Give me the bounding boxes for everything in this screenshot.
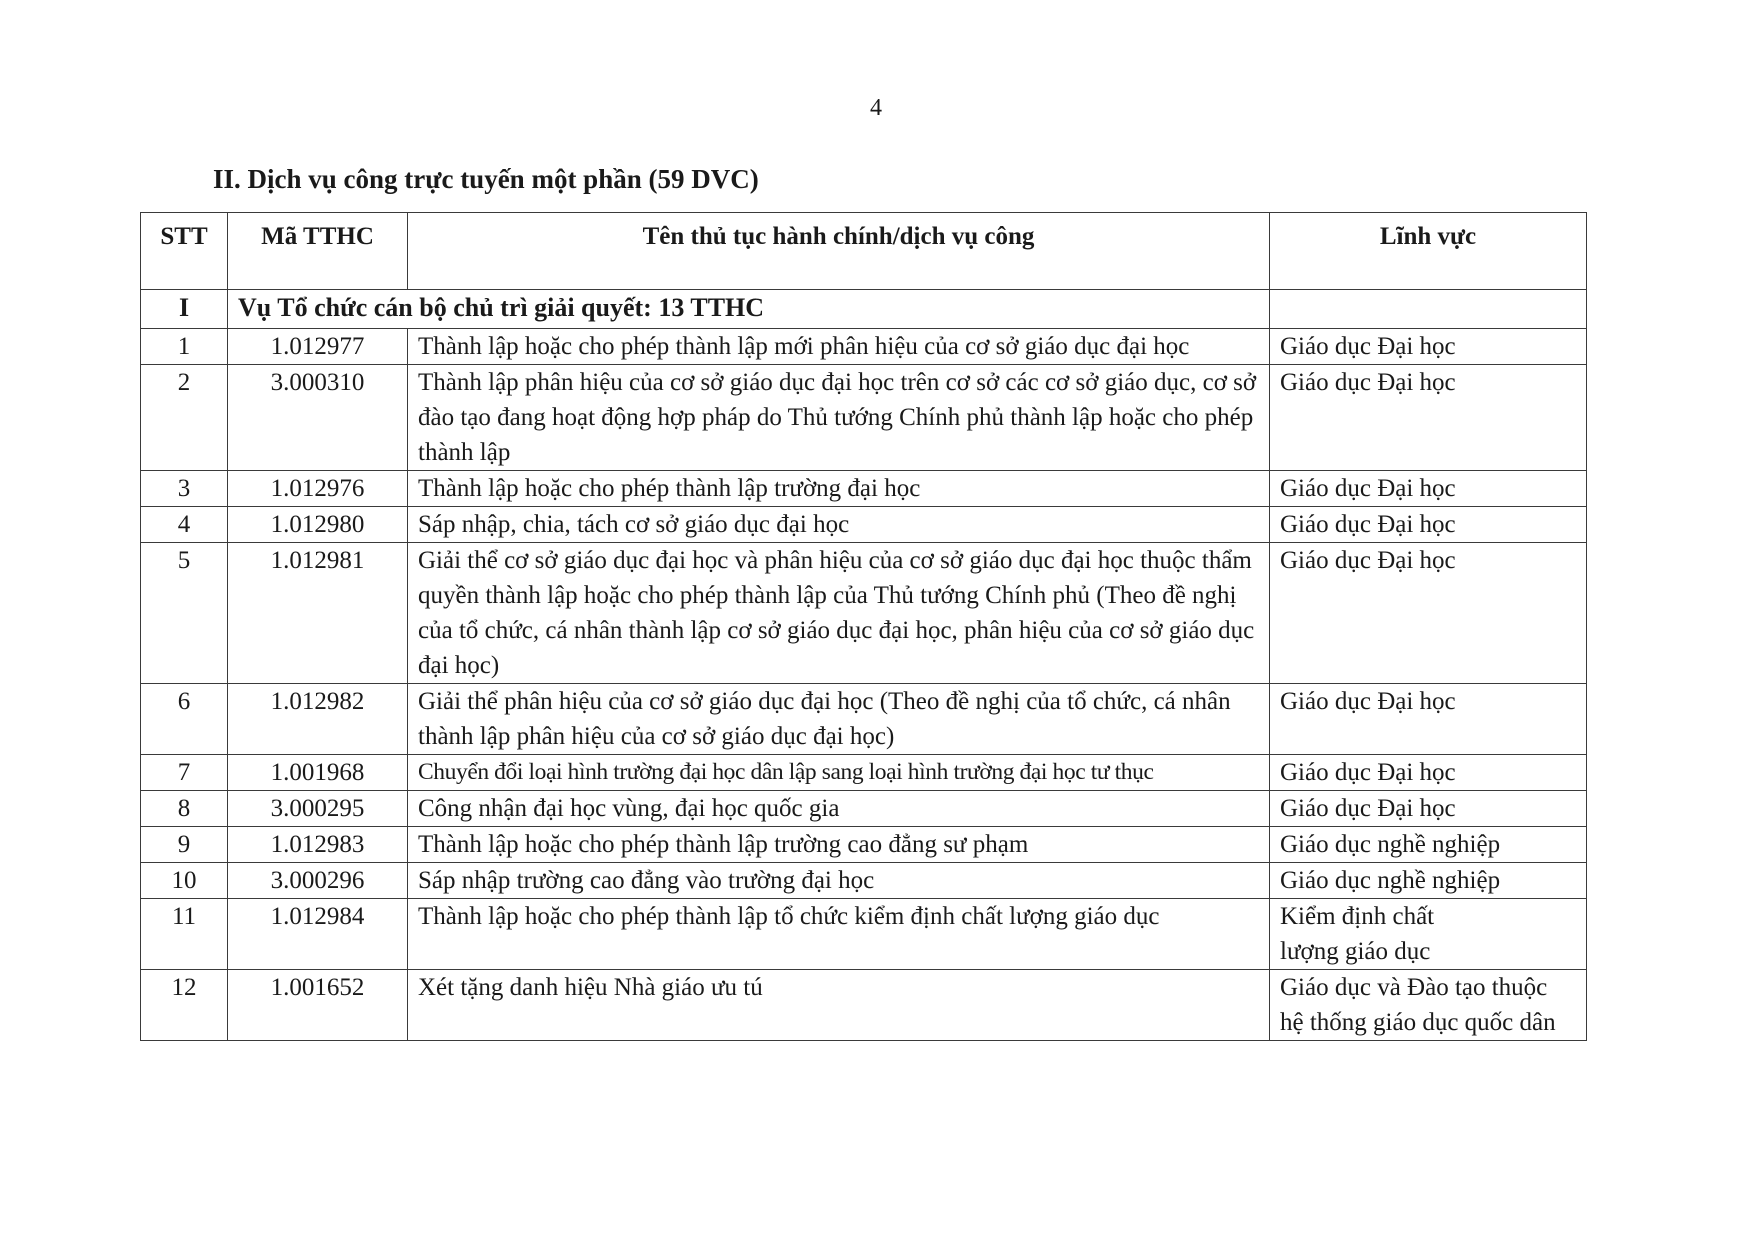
cell-field: Giáo dục nghề nghiệp: [1270, 827, 1587, 863]
header-code: Mã TTHC: [228, 213, 408, 290]
cell-name: Thành lập hoặc cho phép thành lập tổ chức kiểm định chất lượng giáo dục: [408, 899, 1270, 970]
cell-name: Sáp nhập trường cao đẳng vào trường đại học: [408, 863, 1270, 899]
group-row: [141, 290, 1587, 329]
cell-stt: 4: [141, 507, 228, 543]
cell-stt: 3: [141, 471, 228, 507]
cell-stt: 1: [141, 329, 228, 365]
procedures-table: [140, 212, 1587, 1041]
cell-field: Giáo dục Đại học: [1270, 684, 1587, 755]
cell-name: Công nhận đại học vùng, đại học quốc gia: [408, 791, 1270, 827]
cell-stt: 8: [141, 791, 228, 827]
cell-code: 1.012983: [228, 827, 408, 863]
cell-stt: 5: [141, 543, 228, 684]
cell-code: 3.000310: [228, 365, 408, 471]
table-row: [141, 329, 1587, 365]
header-stt: STT: [141, 213, 228, 290]
cell-field: Giáo dục và Đào tạo thuộc hệ thống giáo dục quốc dân: [1270, 970, 1587, 1041]
cell-name: Giải thể phân hiệu của cơ sở giáo dục đại học (Theo đề nghị của tổ chức, cá nhân thành lập phân hiệu của cơ sở giáo dục đại học): [408, 684, 1270, 755]
cell-code: 3.000295: [228, 791, 408, 827]
cell-stt: 10: [141, 863, 228, 899]
group-field-empty: [1270, 290, 1587, 329]
section-heading: II. Dịch vụ công trực tuyến một phần (59 DVC): [213, 164, 759, 194]
cell-stt: 11: [141, 899, 228, 970]
group-title: Vụ Tổ chức cán bộ chủ trì giải quyết: 13 TTHC: [228, 290, 1270, 329]
cell-code: 1.001652: [228, 970, 408, 1041]
table-row: [141, 471, 1587, 507]
cell-name: Thành lập hoặc cho phép thành lập trường đại học: [408, 471, 1270, 507]
cell-stt: 7: [141, 755, 228, 791]
table-row: [141, 507, 1587, 543]
cell-field: Giáo dục Đại học: [1270, 329, 1587, 365]
cell-stt: 9: [141, 827, 228, 863]
cell-field: Giáo dục Đại học: [1270, 471, 1587, 507]
page-number: 4: [870, 95, 882, 121]
cell-name: Xét tặng danh hiệu Nhà giáo ưu tú: [408, 970, 1270, 1041]
table-row: [141, 899, 1587, 970]
cell-field: Giáo dục nghề nghiệp: [1270, 863, 1587, 899]
table-row: [141, 827, 1587, 863]
group-stt: I: [141, 290, 228, 329]
cell-field: Giáo dục Đại học: [1270, 365, 1587, 471]
cell-code: 1.012980: [228, 507, 408, 543]
table-header-row: [141, 213, 1587, 290]
cell-name: Thành lập hoặc cho phép thành lập mới phân hiệu của cơ sở giáo dục đại học: [408, 329, 1270, 365]
table-row: [141, 755, 1587, 791]
cell-code: 1.012977: [228, 329, 408, 365]
cell-code: 1.001968: [228, 755, 408, 791]
header-field: Lĩnh vực: [1270, 213, 1587, 290]
cell-field: Giáo dục Đại học: [1270, 755, 1587, 791]
header-name: Tên thủ tục hành chính/dịch vụ công: [408, 213, 1270, 290]
table-row: [141, 863, 1587, 899]
cell-stt: 6: [141, 684, 228, 755]
cell-field: Kiểm định chất lượng giáo dục: [1270, 899, 1587, 970]
cell-name: Chuyển đổi loại hình trường đại học dân lập sang loại hình trường đại học tư thục: [408, 755, 1270, 791]
cell-field: Giáo dục Đại học: [1270, 543, 1587, 684]
table-row: [141, 970, 1587, 1041]
cell-field: Giáo dục Đại học: [1270, 507, 1587, 543]
cell-name: Thành lập hoặc cho phép thành lập trường cao đẳng sư phạm: [408, 827, 1270, 863]
cell-code: 1.012976: [228, 471, 408, 507]
cell-code: 3.000296: [228, 863, 408, 899]
cell-stt: 12: [141, 970, 228, 1041]
cell-code: 1.012981: [228, 543, 408, 684]
table-row: [141, 684, 1587, 755]
cell-field: Giáo dục Đại học: [1270, 791, 1587, 827]
table-row: [141, 365, 1587, 471]
cell-code: 1.012982: [228, 684, 408, 755]
cell-name: Thành lập phân hiệu của cơ sở giáo dục đại học trên cơ sở các cơ sở giáo dục, cơ sở đào tạo đang hoạt động hợp pháp do Thủ tướng Chính phủ thành lập hoặc cho phép thành lập: [408, 365, 1270, 471]
table-row: [141, 791, 1587, 827]
cell-stt: 2: [141, 365, 228, 471]
cell-code: 1.012984: [228, 899, 408, 970]
table-row: [141, 543, 1587, 684]
cell-name: Sáp nhập, chia, tách cơ sở giáo dục đại học: [408, 507, 1270, 543]
cell-name: Giải thể cơ sở giáo dục đại học và phân hiệu của cơ sở giáo dục đại học thuộc thẩm quyền thành lập hoặc cho phép thành lập của Thủ tướng Chính phủ (Theo đề nghị của tổ chức, cá nhân thành lập cơ sở giáo dục đại học, phân hiệu của cơ sở giáo dục đại học): [408, 543, 1270, 684]
